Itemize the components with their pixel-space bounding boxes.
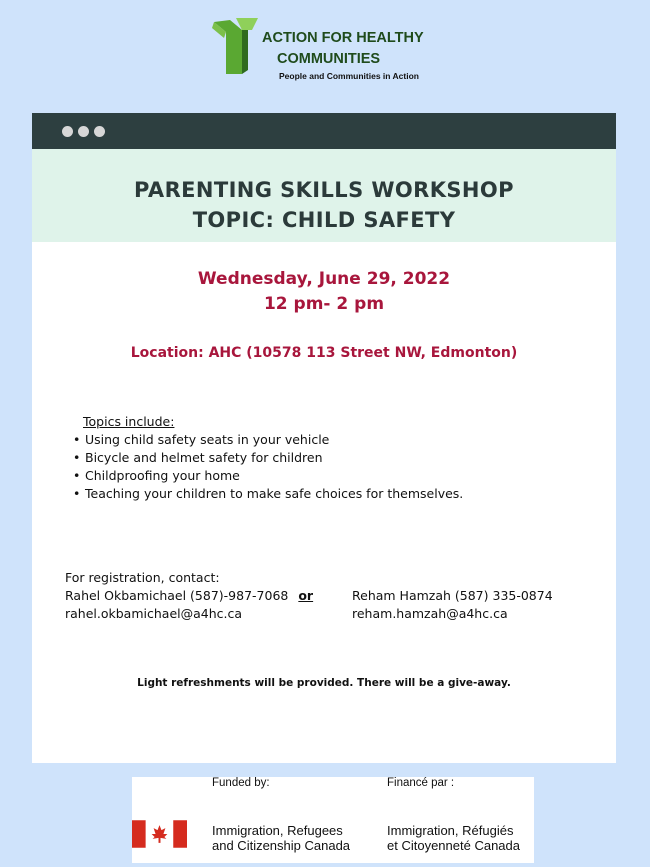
registration-heading: For registration, contact: <box>65 570 220 585</box>
contact2-name-phone: Reham Hamzah (587) 335-0874 <box>352 588 553 603</box>
bullet-icon: • <box>73 486 81 501</box>
org-name-line2: COMMUNITIES <box>277 51 381 67</box>
list-item <box>73 485 463 503</box>
logo-emblem-icon <box>212 16 260 76</box>
bullet-icon: • <box>73 468 81 483</box>
window-dot-icon <box>78 126 89 137</box>
org-name-line1: ACTION FOR HEALTHY <box>262 30 424 46</box>
organization-logo <box>212 16 452 86</box>
contact2-email[interactable]: reham.hamzah@a4hc.ca <box>352 606 508 621</box>
topic-text: Teaching your children to make safe choices for themselves. <box>85 486 464 501</box>
window-dot-icon <box>94 126 105 137</box>
event-date: Wednesday, June 29, 2022 <box>197 269 451 289</box>
list-item <box>73 467 463 485</box>
contact1-text: Rahel Okbamichael (587)-987-7068 <box>65 588 289 603</box>
contact1-name-phone <box>65 588 313 603</box>
list-item <box>73 431 463 449</box>
contact1-email[interactable]: rahel.okbamichael@a4hc.ca <box>65 606 243 621</box>
refreshments-note: Light refreshments will be provided. There will be a give-away. <box>137 677 511 689</box>
topic-text: Bicycle and helmet safety for children <box>85 450 323 465</box>
topic-text: Childproofing your home <box>85 468 240 483</box>
funded-by-en: Funded by: <box>212 777 270 789</box>
topics-list <box>73 431 463 503</box>
workshop-topic: TOPIC: CHILD SAFETY <box>192 208 456 232</box>
dept-name-fr-line1: Immigration, Réfugiés <box>387 823 514 838</box>
window-dot-icon <box>62 126 73 137</box>
or-label: or <box>298 588 314 603</box>
funded-by-fr: Financé par : <box>387 777 455 789</box>
canada-flag-icon <box>132 820 187 848</box>
bullet-icon: • <box>73 432 81 447</box>
event-location: Location: AHC (10578 113 Street NW, Edmonton) <box>130 345 518 361</box>
topic-text: Using child safety seats in your vehicle <box>85 432 330 447</box>
flyer-card <box>32 113 616 763</box>
dept-name-en-line2: and Citizenship Canada <box>212 838 351 853</box>
dept-name-en-line1: Immigration, Refugees <box>212 823 343 838</box>
org-tagline: People and Communities in Action <box>279 71 419 81</box>
event-time: 12 pm- 2 pm <box>263 294 385 314</box>
topics-heading: Topics include: <box>83 414 175 429</box>
dept-name-fr-line2: et Citoyenneté Canada <box>387 838 520 853</box>
window-bar <box>32 113 616 149</box>
title-band <box>32 149 616 242</box>
workshop-title: PARENTING SKILLS WORKSHOP <box>134 178 514 202</box>
list-item <box>73 449 463 467</box>
funder-block <box>132 777 534 863</box>
bullet-icon: • <box>73 450 81 465</box>
